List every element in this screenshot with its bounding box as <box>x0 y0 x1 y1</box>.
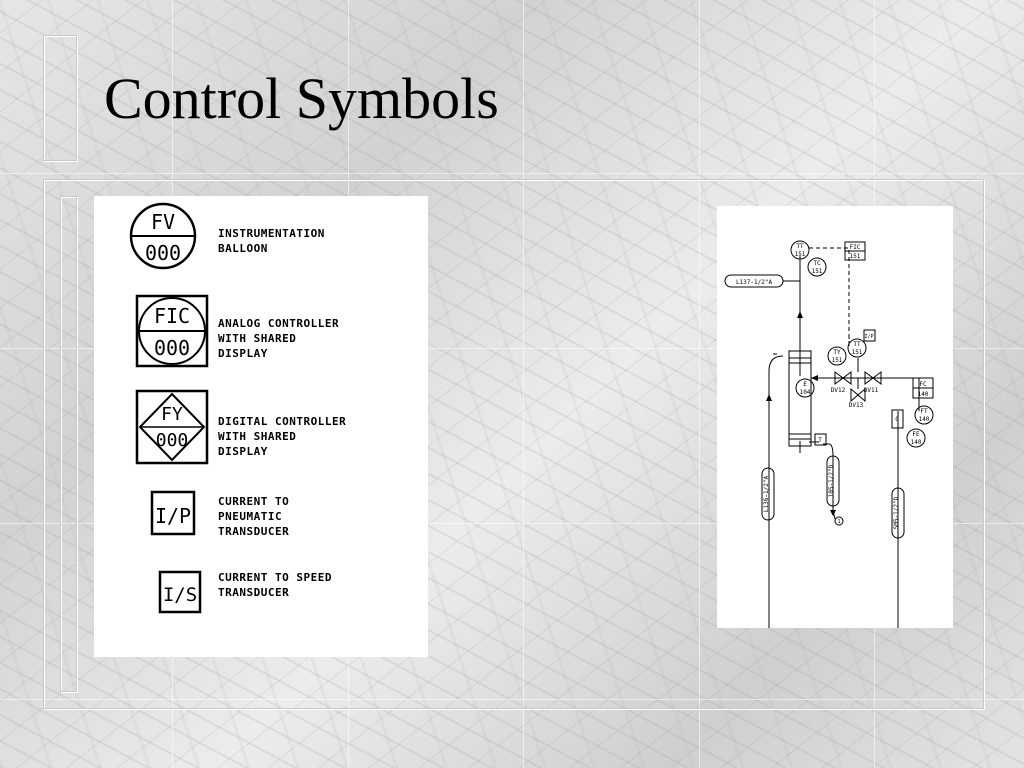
tt2-number: 151 <box>851 349 863 356</box>
controller-tag: FIC <box>153 304 191 328</box>
is-tag: I/S <box>162 584 198 606</box>
ft-label: FT <box>920 408 928 415</box>
line-105: 105-1/2"D <box>828 464 835 498</box>
balloon-number: 000 <box>144 241 182 265</box>
digital-controller-icon <box>94 386 214 466</box>
tc-label: TC <box>813 260 821 267</box>
legend-item <box>94 566 428 626</box>
legend-item <box>94 291 428 371</box>
tt2-label: TT <box>853 341 861 348</box>
ty-label: TY <box>833 349 841 356</box>
legend-line: CURRENT TO SPEED <box>218 571 332 584</box>
tt-number: 151 <box>794 251 806 258</box>
title-accent-bar <box>43 35 77 161</box>
dv11-label: DV11 <box>863 387 879 394</box>
controller-number: 000 <box>153 336 191 360</box>
legend-line: DISPLAY <box>218 347 268 360</box>
legend-line: TRANSDUCER <box>218 525 290 538</box>
legend-line: CURRENT TO <box>218 495 290 508</box>
legend-line: BALLOON <box>218 242 268 255</box>
ty-number: 151 <box>831 357 843 364</box>
fc-number: 140 <box>917 391 929 398</box>
balloon-tag: FV <box>150 210 176 234</box>
legend-line: WITH SHARED <box>218 332 297 345</box>
e-label: E <box>803 381 807 388</box>
digital-number: 000 <box>155 430 189 451</box>
c-label: C <box>895 416 899 423</box>
tc-number: 151 <box>811 268 823 275</box>
piping-diagram <box>717 206 953 628</box>
legend-line: INSTRUMENTATION <box>218 227 325 240</box>
legend-item <box>94 196 428 286</box>
legend-line: PNEUMATIC <box>218 510 283 523</box>
current-to-speed-icon <box>94 566 214 626</box>
analog-controller-icon <box>94 291 214 371</box>
page-title: Control Symbols <box>104 66 499 131</box>
legend-item <box>94 486 428 546</box>
current-to-pneumatic-icon <box>94 486 214 546</box>
ip-label: I/P <box>864 334 874 340</box>
legend-line: TRANSDUCER <box>218 586 290 599</box>
legend-line: ANALOG CONTROLLER <box>218 317 340 330</box>
legend-line: DISPLAY <box>218 445 268 458</box>
legend-item <box>94 386 428 466</box>
ft-number: 140 <box>918 416 930 423</box>
line-sm5: SM5-1/2"D <box>893 496 900 530</box>
digital-tag: FY <box>161 404 183 425</box>
content-accent-bar <box>60 196 77 692</box>
fc-label: FC <box>919 381 927 388</box>
symbol-legend-panel <box>94 196 428 657</box>
end-label: 1 <box>837 519 841 525</box>
ip-tag: I/P <box>154 504 192 528</box>
line-l136: L136-1/2"A <box>763 475 770 513</box>
e-number: 104 <box>799 389 811 396</box>
tt-label: TT <box>796 243 804 250</box>
legend-line: WITH SHARED <box>218 430 297 443</box>
fic-top-label: FIC <box>849 244 861 251</box>
fic-top-number: 151 <box>849 253 861 260</box>
process-diagram-panel <box>717 206 953 628</box>
dv13-label: DV13 <box>848 402 864 409</box>
legend-line: DIGITAL CONTROLLER <box>218 415 347 428</box>
t-label: T <box>818 437 822 444</box>
fe-number: 140 <box>910 439 922 446</box>
instrument-balloon-icon <box>94 196 214 286</box>
line-l137: L137-1/2"A <box>735 279 773 286</box>
fe-label: FE <box>912 431 920 438</box>
dv12-label: DV12 <box>830 387 846 394</box>
